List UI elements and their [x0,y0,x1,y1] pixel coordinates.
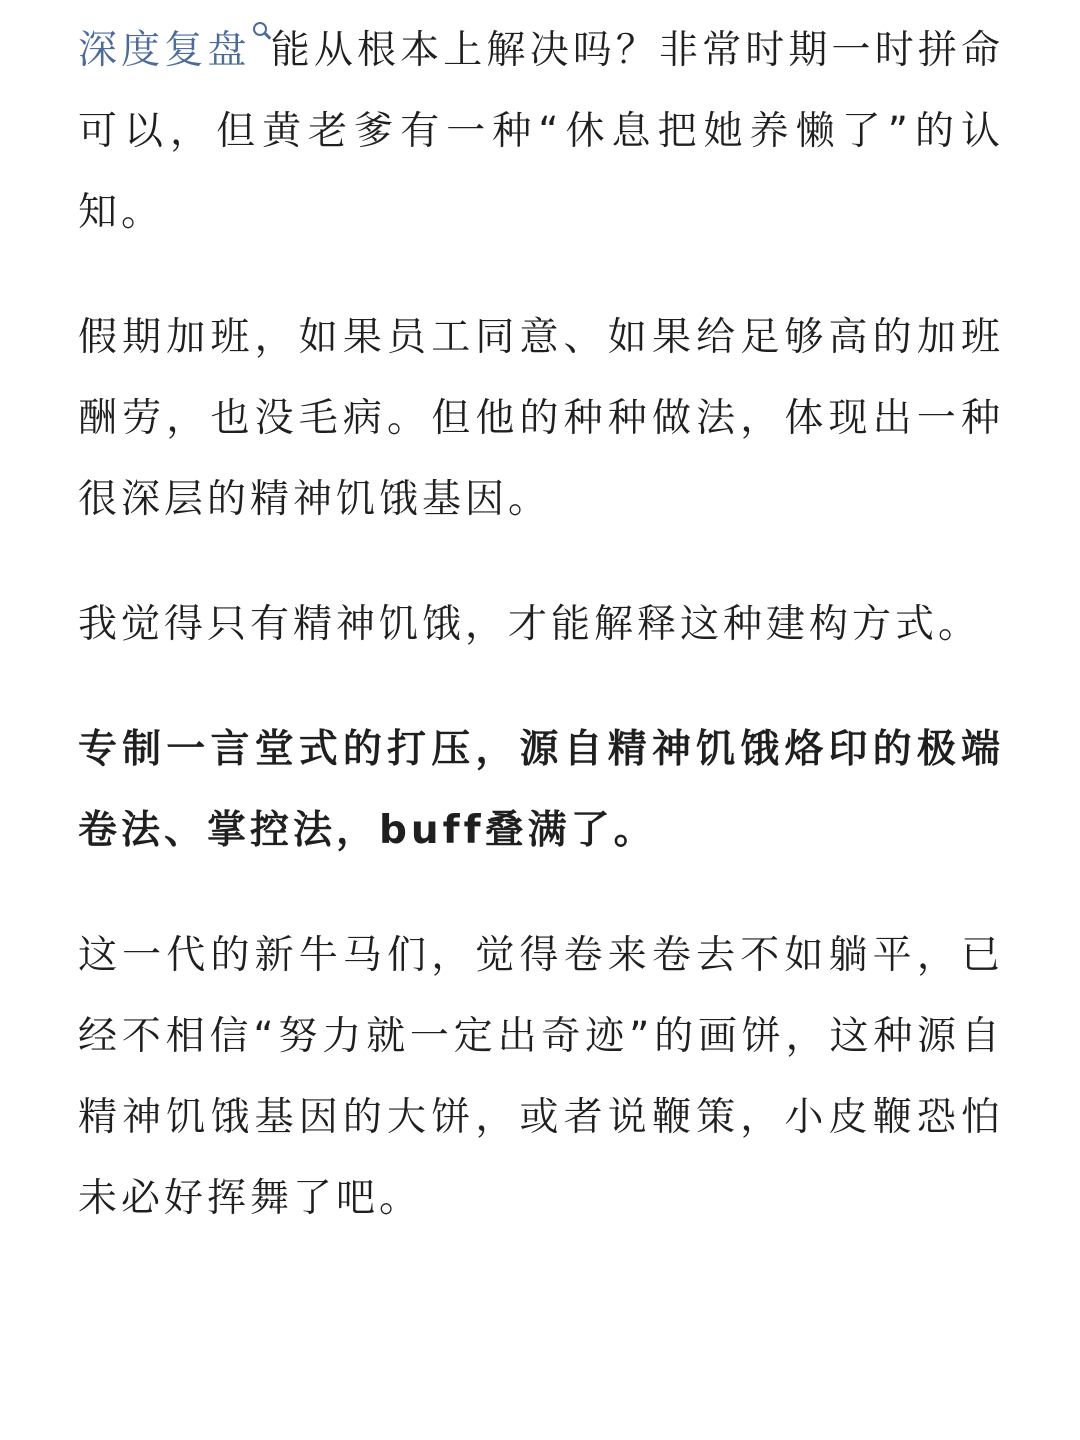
article-body [78,10,1004,1239]
search-link-deep-review[interactable] [78,28,271,73]
paragraph-5: 这一代的新牛马们，觉得卷来卷去不如躺平，已经不相信“努力就一定出奇迹”的画饼，这种源自精神饥饿基因的大饼，或者说鞭策，小皮鞭恐怕未必好挥舞了吧。 [78,933,1004,1221]
paragraph-2: 假期加班，如果员工同意、如果给足够高的加班酬劳，也没毛病。但他的种种做法，体现出一种很深层的精神饥饿基因。 [78,315,1004,522]
paragraph-4-bold: 专制一言堂式的打压，源自精神饥饿烙印的极端卷法、掌控法，buff叠满了。 [78,727,1004,853]
paragraph-3: 我觉得只有精神饥饿，才能解释这种建构方式。 [78,602,982,647]
paragraph-1 [78,10,1004,253]
search-icon[interactable] [253,22,267,36]
paragraph-1-text: 能从根本上解决吗？非常时期一时拼命可以，但黄老爹有一种“休息把她养懒了”的认知。 [78,28,1004,235]
search-link-text[interactable]: 深度复盘 [78,28,251,73]
